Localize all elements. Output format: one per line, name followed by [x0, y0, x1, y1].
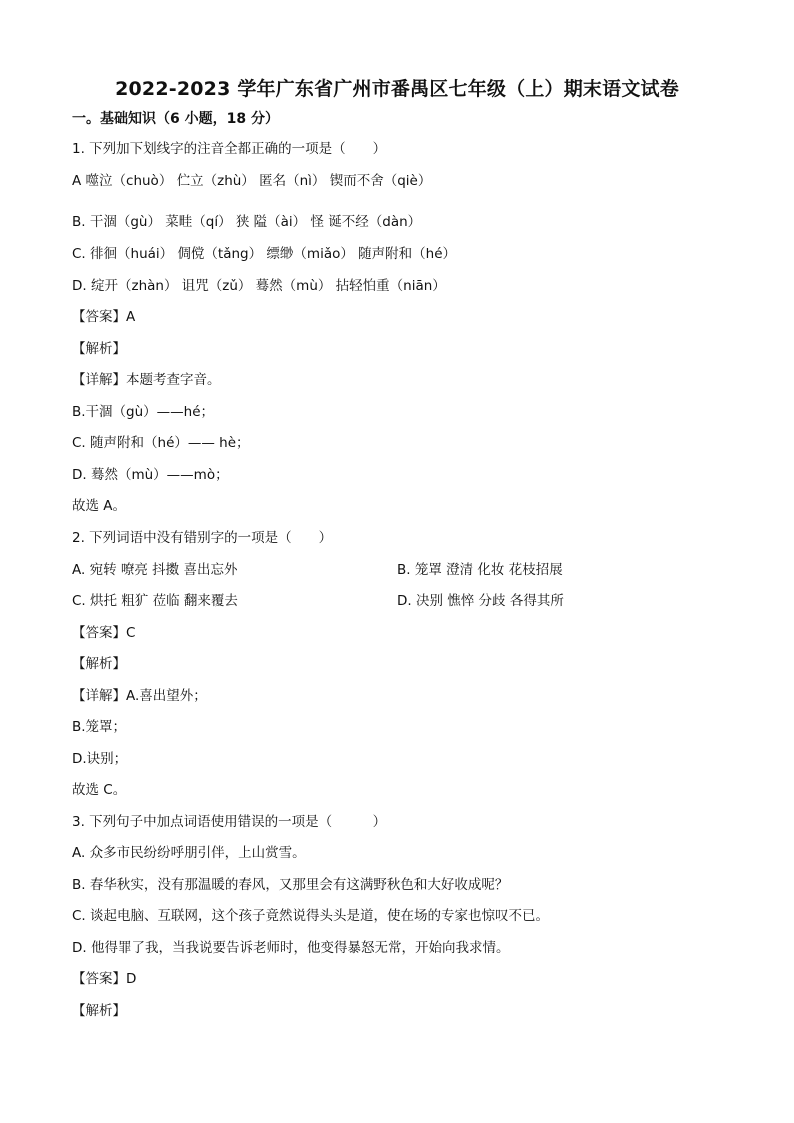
page-title: 2022-2023 学年广东省广州市番禺区七年级（上）期末语文试卷	[115, 78, 679, 100]
q1-conclusion: 故选 A。	[72, 498, 127, 514]
q2-conclusion: 故选 C。	[72, 782, 127, 798]
q3-option-d: D. 他得罪了我，当我说要告诉老师时，他变得暴怒无常，开始向我求情。	[72, 940, 510, 956]
q1-detail: 【详解】本题考查字音。	[72, 372, 221, 388]
q3-option-b: B. 春华秋实，没有那温暖的春风，又那里会有这满野秋色和大好收成呢？	[72, 877, 509, 893]
q3-stem: 3. 下列句子中加点词语使用错误的一项是（ ）	[72, 814, 387, 830]
q2-detail-line: D.诀别；	[72, 751, 128, 767]
q2-option-c: C. 烘托 粗犷 莅临 翻来覆去	[72, 593, 238, 609]
q2-option-b: B. 笼罩 澄清 化妆 花枝招展	[397, 562, 563, 578]
q3-option-a: A. 众多市民纷纷呼朋引伴，上山赏雪。	[72, 845, 306, 861]
q2-stem: 2. 下列词语中没有错别字的一项是（ ）	[72, 530, 333, 546]
q3-answer: 【答案】D	[72, 971, 137, 987]
q1-analysis: 【解析】	[72, 341, 126, 357]
q2-option-a: A. 宛转 嘹亮 抖擞 喜出忘外	[72, 562, 238, 578]
q2-option-d: D. 决别 憔悴 分歧 各得其所	[397, 593, 564, 609]
q2-answer: 【答案】C	[72, 625, 136, 641]
q1-detail-line: C. 随声附和（hé）—— hè；	[72, 435, 250, 451]
q1-detail-line: D. 蓦然（mù）——mò；	[72, 467, 229, 483]
q2-detail-line: B.笼罩；	[72, 719, 127, 735]
q1-option-b: B. 干涸（gù） 菜畦（qí） 狭 隘（ài） 怪 诞不经（dàn）	[72, 214, 422, 230]
q1-option-a: A 噬泣（chuò） 伫立（zhù） 匿名（nì） 锲而不舍（qiè）	[72, 173, 432, 189]
q1-option-c: C. 徘徊（huái） 倜傥（tǎng） 缥缈（miǎo） 随声附和（hé）	[72, 246, 457, 262]
q2-analysis: 【解析】	[72, 656, 126, 672]
q1-answer: 【答案】A	[72, 309, 136, 325]
q1-option-d: D. 绽开（zhàn） 诅咒（zǔ） 蓦然（mù） 拈轻怕重（niān）	[72, 278, 446, 294]
q1-stem: 1. 下列加下划线字的注音全都正确的一项是（ ）	[72, 141, 387, 157]
q1-detail-line: B.干涸（gù）——hé；	[72, 404, 215, 420]
q3-analysis: 【解析】	[72, 1003, 126, 1019]
q3-option-c: C. 谈起电脑、互联网，这个孩子竟然说得头头是道，使在场的专家也惊叹不已。	[72, 908, 550, 924]
section-heading: 一。基础知识（6 小题，18 分）	[72, 111, 279, 127]
q2-detail: 【详解】A.喜出望外；	[72, 688, 207, 704]
